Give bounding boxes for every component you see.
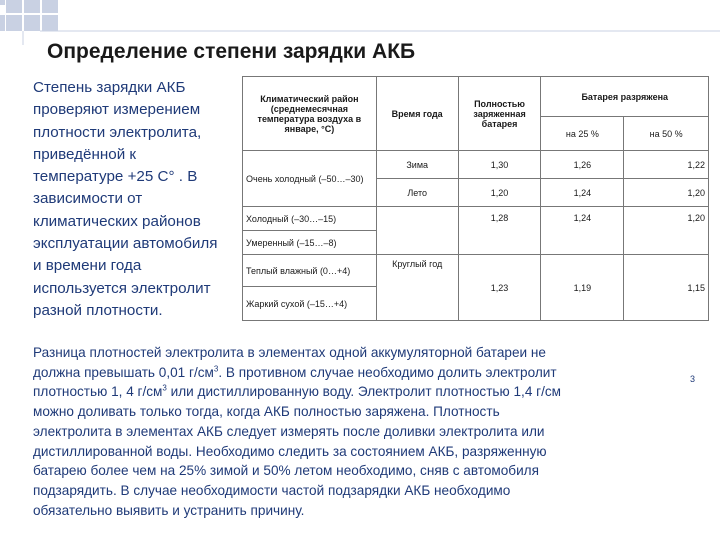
full-cell: 1,23 [458,255,541,321]
electrolyte-density-table [242,76,709,321]
header-region: Климатический район (среднемесячная температура воздуха в январе, °С) [243,77,377,151]
header-at50: на 50 % [624,117,709,151]
intro-line: климатических районов [33,212,201,230]
table-row [243,255,709,287]
d50-cell: 1,20 [624,207,709,255]
d50-cell: 1,20 [624,179,709,207]
region-cell: Теплый влажный (0…+4) [243,255,377,287]
season-cell: Лето [376,179,458,207]
d25-cell: 1,24 [541,179,624,207]
intro-line: проверяют измерением [33,101,201,119]
body-line: дистиллированной воды. Необходимо следить за состоянием АКБ, разряженную [33,443,547,459]
header-discharged: Батарея разряжена [541,77,709,117]
intro-line: плотности электролита, [33,123,202,141]
header-season: Время года [376,77,458,151]
d25-cell: 1,24 [541,207,624,255]
season-cell: Круглый год [376,255,458,321]
header-at25: на 25 % [541,117,624,151]
page-title: Определение степени зарядки АКБ [47,40,416,63]
d50-cell: 1,22 [624,151,709,179]
intro-line: температуре +25 С° . В [33,168,198,186]
region-cell: Очень холодный (–50…–30) [243,151,377,207]
intro-line: и времени года [33,257,142,275]
intro-line: разной плотности. [33,301,163,319]
body-line: должна превышать 0,01 $г/см^3$. В противном случае необходимо долить электролит [33,364,557,380]
decorative-corner-squares [0,0,720,45]
full-cell: 1,28 [458,207,541,255]
body-line: подзарядить. В случае необходимости частой подзарядки АКБ необходимо [33,482,511,498]
full-cell: 1,20 [458,179,541,207]
body-paragraph [33,343,696,520]
margin-superscript-3: 3 [690,374,696,384]
body-line: можно доливать только тогда, когда АКБ полностью заряжена. Плотность [33,404,500,420]
body-line: обязательно выявить и устранить причину. [33,502,305,518]
intro-line: эксплуатации автомобиля [33,235,218,253]
table-row [243,207,709,231]
superscript-3: 3 [162,383,167,393]
region-cell: Умеренный (–15…–8) [243,231,377,255]
season-cell-empty [376,207,458,255]
d25-cell: 1,26 [541,151,624,179]
intro-line: зависимости от [33,190,143,208]
intro-line: используется электролит [33,279,211,297]
table-row [243,151,709,179]
region-cell: Холодный (–30…–15) [243,207,377,231]
superscript-3: 3 [213,364,219,374]
full-cell: 1,30 [458,151,541,179]
body-line: плотностью 1, 4 $г/см^3$ или дистиллированную воду. Электролит плотностью 1,4 г/см [33,383,562,400]
body-line: электролита в элементах АКБ следует измерять после доливки электролита или [33,423,545,439]
intro-paragraph [33,77,248,322]
d50-cell: 1,15 [624,255,709,321]
season-cell: Зима [376,151,458,179]
body-line: Разница плотностей электролита в элементах одной аккумуляторной батареи не [33,345,546,360]
header-full: Полностью заряженная батарея [458,77,541,151]
body-line: батарею более чем на 25% зимой и 50% летом необходимо, сняв с автомобиля [33,463,539,479]
region-cell: Жаркий сухой (–15…+4) [243,287,377,321]
d25-cell: 1,19 [541,255,624,321]
intro-line: Степень зарядки АКБ [33,79,186,96]
intro-line: приведённой к [33,145,137,163]
